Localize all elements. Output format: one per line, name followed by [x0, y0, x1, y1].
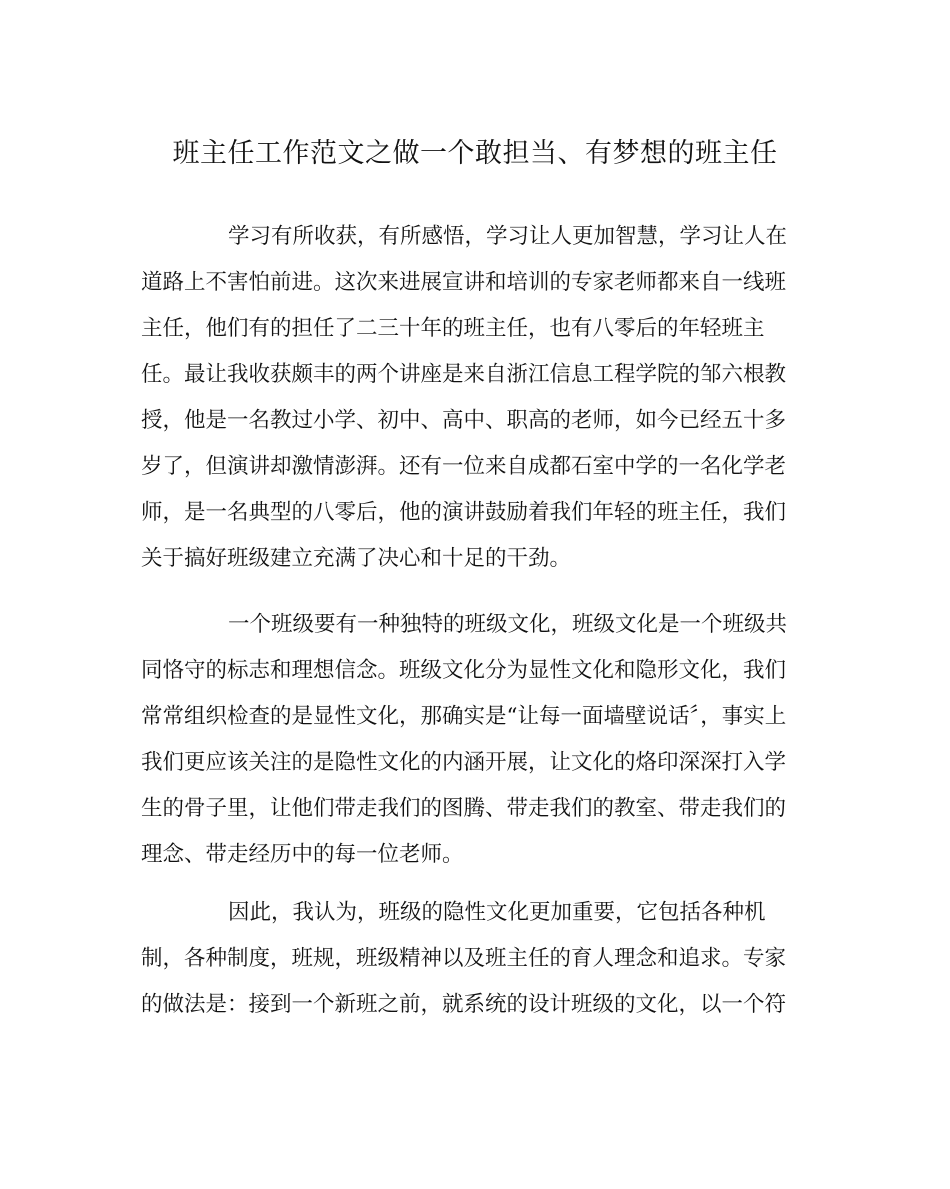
body-line: 学习有所收获，有所感悟，学习让人更加智慧，学习让人在	[228, 224, 788, 249]
body-line: 关于搞好班级建立充满了决心和十足的干劲。	[141, 546, 572, 571]
body-line: 的做法是：接到一个新班之前，就系统的设计班级的文化，以一个符	[141, 992, 787, 1017]
body-line: 理念、带走经历中的每一位老师。	[141, 842, 464, 867]
body-line: 任。最让我收获颇丰的两个讲座是来自浙江信息工程学院的邹六根教	[141, 362, 787, 387]
body-line: 道路上不害怕前进。这次来进展宣讲和培训的专家老师都来自一线班	[141, 270, 787, 295]
body-line: 主任，他们有的担任了二三十年的班主任，也有八零后的年轻班主	[141, 316, 765, 341]
body-line: 同恪守的标志和理想信念。班级文化分为显性文化和隐形文化，我们	[141, 658, 787, 683]
document-title: 班主任工作范文之做一个敢担当、有梦想的班主任	[172, 138, 778, 169]
body-line: 因此，我认为，班级的隐性文化更加重要，它包括各种机	[228, 900, 766, 925]
body-line: 师，是一名典型的八零后，他的演讲鼓励着我们年轻的班主任，我们	[141, 500, 787, 525]
body-line: 制，各种制度，班规，班级精神以及班主任的育人理念和追求。专家	[141, 946, 787, 971]
body-line: 授，他是一名教过小学、初中、高中、职高的老师，如今已经五十多	[141, 408, 787, 433]
body-line: 我们更应该关注的是隐性文化的内涵开展，让文化的烙印深深打入学	[141, 750, 787, 775]
body-line: 一个班级要有一种独特的班级文化，班级文化是一个班级共	[228, 612, 788, 637]
body-line: 生的骨子里，让他们带走我们的图腾、带走我们的教室、带走我们的	[141, 796, 787, 821]
body-line: 常常组织检查的是显性文化，那确实是“让每一面墙壁说话〞，事实上	[141, 704, 787, 729]
body-line: 岁了，但演讲却激情澎湃。还有一位来自成都石室中学的一名化学老	[141, 454, 787, 479]
